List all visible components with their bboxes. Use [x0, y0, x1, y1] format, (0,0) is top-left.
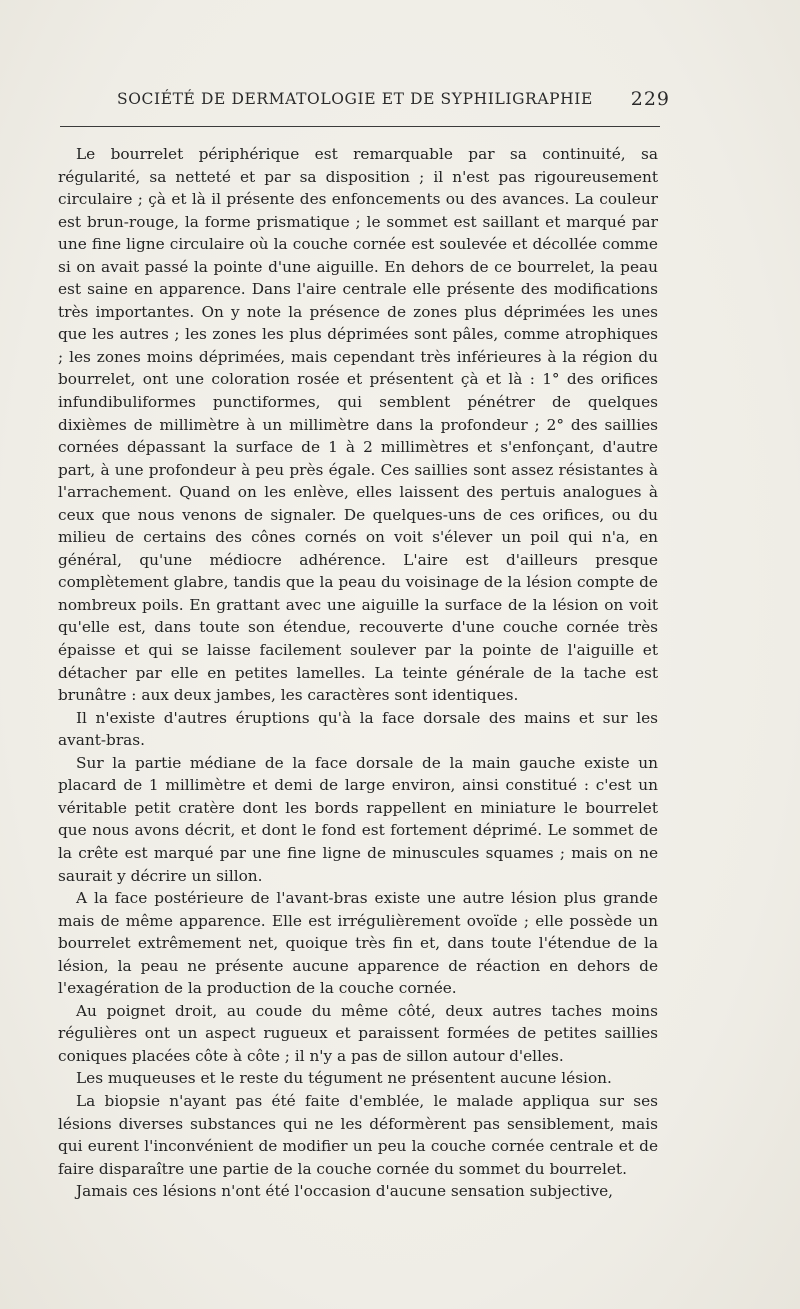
paragraph: La biopsie n'ayant pas été faite d'emblée, le malade appliqua sur ses lésions diverses substances qui ne les déformèrent pas sensiblement, mais qui eurent l'inconvénient de modifier un peu la couche cornée centrale et de faire disparaître une partie de la couche cornée du sommet du bourrelet.	[58, 1091, 658, 1178]
running-head: SOCIÉTÉ DE DERMATOLOGIE ET DE SYPHILIGRAPHIE	[117, 90, 593, 108]
paragraph: Au poignet droit, au coude du même côté, deux autres taches moins régulières ont un aspect rugueux et paraissent formées de petites saillies coniques placées côte à côte ; il n'y a pas de sillon autour d'elles.	[58, 1001, 658, 1065]
paragraph: Le bourrelet périphérique est remarquable par sa continuité, sa régularité, sa netteté et par sa disposition ; il n'est pas rigoureusement circulaire ; çà et là il présente des enfoncements ou des avances. La couleur est brun-rouge, la forme prismatique ; le sommet est saillant et marqué par une fine ligne circulaire où la couche cornée est soulevée et décollée comme si on avait passé la pointe d'une aiguille. En dehors de ce bourrelet, la peau est saine en apparence. Dans l'aire centrale elle présente des modifications très importantes. On y note la présence de zones plus déprimées les unes que les autres ; les zones les plus déprimées sont pâles, comme atrophiques ; les zones moins déprimées, mais cependant très inférieures à la région du bourrelet, ont une coloration rosée et présentent çà et là : 1° des orifices infundibuliformes punctiformes, qui semblent pénétrer de quelques dixièmes de millimètre à un millimètre dans la profondeur ; 2° des saillies cornées dépassant la surface de 1 à 2 millimètres et s'enfonçant, d'autre part, à une profondeur à peu près égale. Ces saillies sont assez résistantes à l'arrachement. Quand on les enlève, elles laissent des pertuis analogues à ceux que nous venons de signaler. De quelques-uns de ces orifices, ou du milieu de certains des cônes cornés on voit s'élever un poil qui n'a, en général, qu'une médiocre adhérence. L'aire est d'ailleurs presque complètement glabre, tandis que la peau du voisinage de la lésion compte de nombreux poils. En grattant avec une aiguille la surface de la lésion on voit qu'elle est, dans toute son étendue, recouverte d'une couche cornée très épaisse et qui se laisse facilement soulever par la pointe de l'aiguille et détacher par elle en petites lamelles. La teinte générale de la tache est brunâtre : aux deux jambes, les caractères sont identiques.	[58, 145, 658, 705]
paragraph: Jamais ces lésions n'ont été l'occasion d'aucune sensation subjective,	[76, 1182, 614, 1201]
body-text	[58, 143, 658, 1203]
page-number: 229	[630, 88, 670, 110]
paragraph: A la face postérieure de l'avant-bras existe une autre lésion plus grande mais de même apparence. Elle est irrégulièrement ovoïde ; elle possède un bourrelet extrêmement net, quoique très fin et, dans toute l'étendue de la lésion, la peau ne présente aucune apparence de réaction en dehors de l'exagération de la production de la couche cornée.	[58, 889, 658, 998]
header-rule	[60, 126, 660, 127]
paragraph: Sur la partie médiane de la face dorsale de la main gauche existe un placard de 1 millimètre et demi de large environ, ainsi constitué : c'est un véritable petit cratère dont les bords rappellent en miniature le bourrelet que nous avons décrit, et dont le fond est fortement déprimé. Le sommet de la crête est marqué par une fine ligne de minuscules squames ; mais on ne saurait y décrire un sillon.	[58, 753, 658, 885]
paragraph: Il n'existe d'autres éruptions qu'à la face dorsale des mains et sur les avant-bras.	[58, 708, 658, 750]
paragraph: Les muqueuses et le reste du tégument ne présentent aucune lésion.	[76, 1069, 612, 1088]
